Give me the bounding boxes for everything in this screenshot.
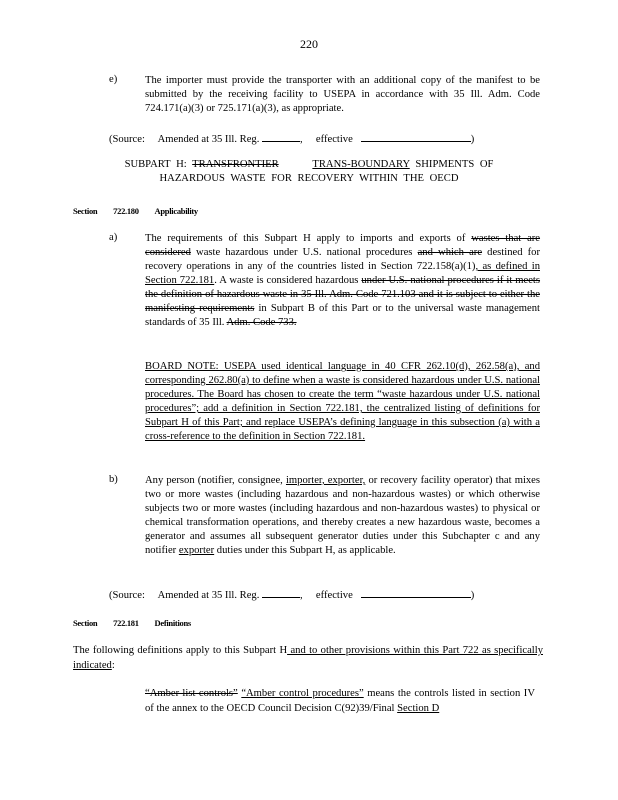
page-number: 220 <box>300 37 318 51</box>
subpart-heading <box>109 158 509 186</box>
deleted-text: and which are <box>417 247 483 258</box>
deleted-term: TRANSFRONTIER <box>192 159 279 170</box>
source-effective: effective <box>315 590 353 601</box>
subpart-heading-prefix: SUBPART H: <box>124 159 193 170</box>
item-e-label: e) <box>109 74 118 85</box>
source-amended: Amended at 35 Ill. Reg. <box>157 134 260 145</box>
subpart-heading-middle: SHIPMENTS OF <box>415 159 494 170</box>
effective-date-blank <box>361 131 471 142</box>
deleted-text: wastes that are considered <box>145 233 541 258</box>
source-comma: , <box>300 590 303 601</box>
section-number: 722.180 <box>113 206 139 216</box>
register-blank <box>262 587 300 598</box>
inserted-term: “Amber control procedures” <box>241 688 364 699</box>
source-comma: , <box>300 134 303 145</box>
source-note-1 <box>109 131 474 145</box>
board-note <box>145 360 540 444</box>
source-close: ) <box>470 590 475 601</box>
section-number: 722.181 <box>113 618 139 628</box>
source-note-2 <box>109 587 474 601</box>
inserted-term: TRANS-BOUNDARY <box>312 159 410 170</box>
item-a-text: The requirements of this Subpart H apply to imports and exports of wastes that are considered waste hazardous under U.S. national procedures and which are destined for recovery operations in any of the countries listed in Section 722.158(a)(1), as defined in Section 722.181. A waste is considered hazardous under U.S. national procedures if it meets the definition of hazardous waste in 35 Ill. Adm. Code 721.103 and it is subject to either the manifesting requirements in Subpart B of this Part or to the universal waste management standards of 35 Ill. Adm. Code 733. <box>145 233 541 328</box>
inserted-text: Section D <box>397 703 440 714</box>
item-b-label: b) <box>109 474 118 485</box>
section-title: Applicability <box>154 206 198 216</box>
amber-definition: “Amber-list controls” “Amber control procedures” means the controls listed in section IV of the annex to the OECD Council Decision C(92)39/Final Section D <box>145 688 535 714</box>
source-amended: Amended at 35 Ill. Reg. <box>157 590 260 601</box>
item-e-text: The importer must provide the transporter with an additional copy of the manifest to be submitted by the receiving facility to USEPA in accordance with 35 Ill. Adm. Code 724.171(a)(3) or 725.171(a)(3), as appropriate. <box>145 75 540 114</box>
inserted-board-note: BOARD NOTE: USEPA used identical language in 40 CFR 262.10(d), 262.58(a), and corresponding 262.80(a) to define when a waste is considered hazardous under U.S. national procedures. The Board has chosen to create the term “waste hazardous under U.S. national procedures”; add a definition in Section 722.181, the centralized listing of definitions for Subpart H of this Part; and replace USEPA’s defining language in this subsection (a) with a cross-reference to the definition in Section 722.181. <box>145 361 540 442</box>
effective-date-blank <box>361 587 471 598</box>
definitions-intro: The following definitions apply to this Subpart H and to other provisions within this Part 722 as specifically indicated: <box>73 645 543 671</box>
section-title: Definitions <box>154 618 191 628</box>
subpart-heading-line2: HAZARDOUS WASTE FOR RECOVERY WITHIN THE OECD <box>159 173 459 184</box>
source-prefix: (Source: <box>109 590 145 601</box>
register-blank <box>262 131 300 142</box>
inserted-text: and to other provisions within this Part 722 as specifically indicated <box>73 645 543 671</box>
item-a-label: a) <box>109 232 118 243</box>
item-b-text: Any person (notifier, consignee, importer, exporter, or recovery facility operator) that mixes two or more wastes (including hazardous and non-hazardous wastes) or which otherwise subjects two or more wastes (including hazardous and non-hazardous wastes) to physical or chemical transformation operations, and thereby creates a new hazardous waste, becomes a generator and assumes all subsequent generator duties under this Subchapter c and any notifier exporter duties under this Subpart H, as applicable. <box>145 475 541 556</box>
source-effective: effective <box>315 134 353 145</box>
inserted-text: exporter <box>178 545 215 556</box>
source-close: ) <box>470 134 475 145</box>
inserted-text: , as defined in Section 722.181 <box>145 261 540 286</box>
deleted-text: under U.S. national procedures if it meets the definition of hazardous waste in 35 Ill. Adm. Code 721.103 and it is subject to either the manifesting requirements <box>145 275 541 314</box>
section-label: Section <box>73 206 98 216</box>
deleted-text: Adm. Code 733. <box>226 317 297 328</box>
section-label: Section <box>73 618 98 628</box>
source-prefix: (Source: <box>109 134 145 145</box>
deleted-term: “Amber-list controls” <box>145 688 238 699</box>
section-722-180-heading <box>73 206 198 216</box>
section-722-181-heading <box>73 618 191 628</box>
inserted-text: importer, exporter, <box>285 475 366 486</box>
